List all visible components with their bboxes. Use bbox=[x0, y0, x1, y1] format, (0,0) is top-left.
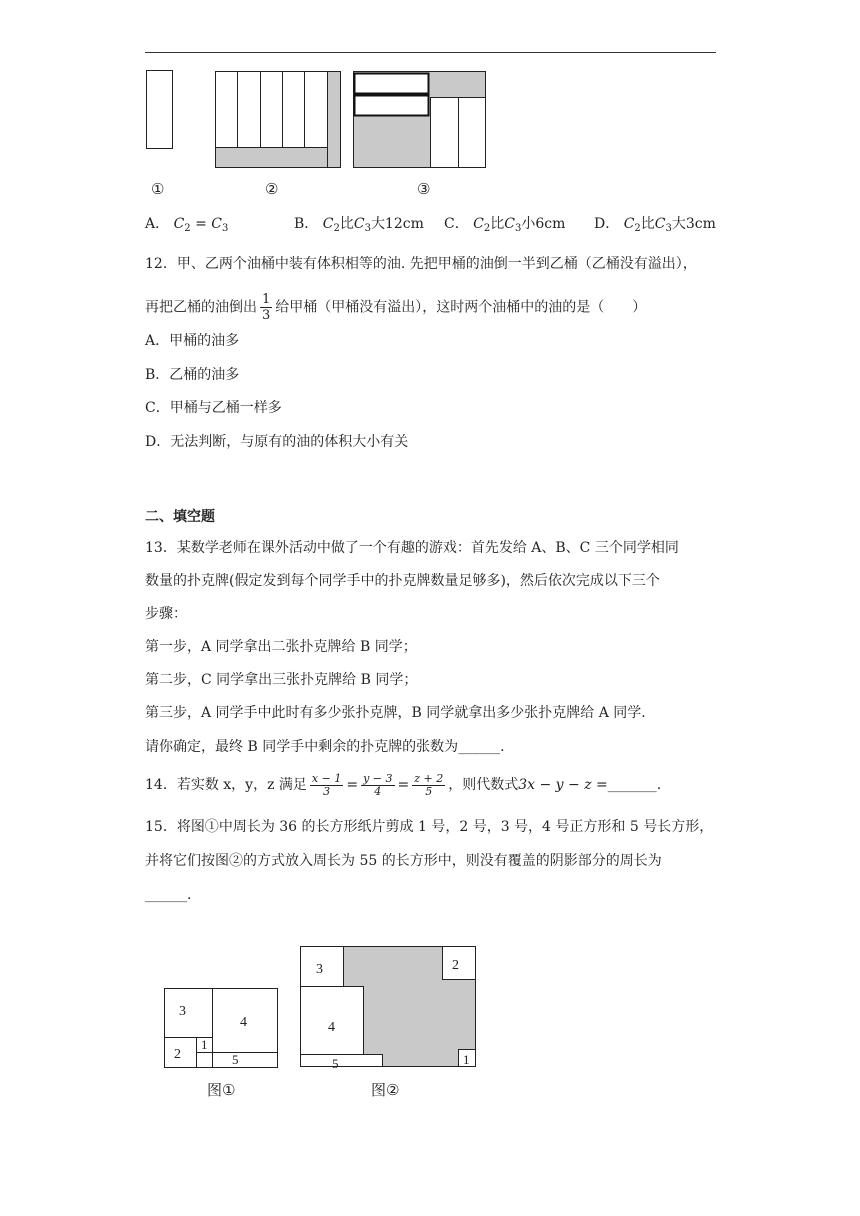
q13-line-5: 第二步，C 同学拿出三张扑克牌给 B 同学； bbox=[145, 672, 418, 688]
q14-post: _______. bbox=[607, 777, 662, 793]
bottom-figure-2-caption: 图② bbox=[371, 1081, 400, 1099]
q11-option-d-text: $C_2$比$C_3$大3cm bbox=[623, 216, 716, 234]
q13-line-3: 步骤： bbox=[145, 606, 187, 622]
bottom-figure-2-label-1: 1 bbox=[463, 1052, 470, 1067]
bottom-figure-1 bbox=[162, 986, 282, 1070]
figure-1-label: ① bbox=[151, 180, 165, 198]
q11-option-b-text: $C_2$比$C_3$大12cm bbox=[322, 216, 424, 234]
q12-option-b: B．乙桶的油多 bbox=[145, 367, 240, 383]
bottom-figure-1-caption: 图① bbox=[207, 1081, 236, 1099]
q14-fraction-x bbox=[310, 773, 343, 798]
q15-line-2: 并将它们按图②的方式放入周长为 55 的长方形中，则没有覆盖的阴影部分的周长为 bbox=[145, 853, 662, 869]
q14-line: 14．若实数 x，y，z 满足 $\frac{x - 1}{3}$ = $\frac{y - 3}{4}$ = $\frac{z + 2}{5}$ ，则代数式3x − y − z =_______. bbox=[145, 771, 662, 798]
q13-line-1: 13．某数学老师在课外活动中做了一个有趣的游戏：首先发给 A、B、C 三个同学相同 bbox=[145, 540, 679, 556]
bottom-figure-2-label-3: 3 bbox=[316, 962, 323, 977]
bottom-figure-1-label-2: 2 bbox=[174, 1047, 181, 1062]
q11-option-a-text: $C_2 = C_3$ bbox=[173, 216, 229, 234]
q14-pre: 14．若实数 x，y，z 满足 bbox=[145, 777, 307, 793]
q12-line-2-pre: 再把乙桶的油倒出 bbox=[145, 299, 257, 316]
q11-option-d bbox=[594, 214, 716, 239]
q12-fraction-num: 1 bbox=[262, 292, 271, 307]
q15-line-3: ______. bbox=[145, 887, 192, 903]
q14-expression: 3x − y − z = bbox=[518, 777, 608, 793]
q11-option-c bbox=[444, 214, 565, 239]
q12-line-2 bbox=[145, 292, 646, 323]
q11-option-a-prefix: A． bbox=[145, 216, 170, 232]
q13-line-4: 第一步，A 同学拿出二张扑克牌给 B 同学； bbox=[145, 639, 417, 655]
header-rule bbox=[145, 52, 716, 53]
q14-fraction-y-num: y − 3 bbox=[363, 771, 393, 785]
q11-option-d-prefix: D． bbox=[594, 216, 620, 232]
q11-option-c-text: $C_2$比$C_3$小6cm bbox=[473, 216, 566, 234]
q14-mid: ，则代数式 bbox=[448, 777, 519, 793]
q14-fraction-z-num: z + 2 bbox=[414, 771, 444, 785]
figure-3-arrangement bbox=[352, 70, 488, 170]
q13-line-6: 第三步，A 同学手中此时有多少张扑克牌，B 同学就拿出多少张扑克牌给 A 同学. bbox=[145, 705, 646, 721]
bottom-figure-2 bbox=[298, 944, 480, 1070]
q14-fraction-y bbox=[361, 773, 394, 798]
q14-fraction-y-den: 4 bbox=[374, 784, 382, 798]
q12-option-c: C．甲桶与乙桶一样多 bbox=[145, 400, 282, 416]
q12-option-d: D．无法判断，与原有的油的体积大小有关 bbox=[145, 434, 409, 450]
bottom-figure-1-label-1: 1 bbox=[201, 1037, 208, 1052]
q11-option-b bbox=[294, 214, 424, 239]
figure-1-rectangle bbox=[144, 68, 176, 152]
q13-line-2: 数量的扑克牌(假定发到每个同学手中的扑克牌数量足够多)，然后依次完成以下三个 bbox=[145, 573, 660, 589]
bottom-figure-2-label-4: 4 bbox=[328, 1020, 335, 1035]
q12-line-1: 12．甲、乙两个油桶中装有体积相等的油. 先把甲桶的油倒一半到乙桶（乙桶没有溢出）， bbox=[145, 256, 697, 272]
bottom-figure-2-label-2: 2 bbox=[452, 958, 459, 973]
q11-option-a bbox=[145, 214, 228, 239]
bottom-figure-1-label-3: 3 bbox=[179, 1004, 186, 1019]
q12-fraction-den: 3 bbox=[262, 308, 271, 323]
bottom-figure-2-label-5: 5 bbox=[332, 1056, 339, 1070]
q15-line-1: 15．将图①中周长为 36 的长方形纸片剪成 1 号，2 号，3 号，4 号正方形和 5 号长方形， bbox=[145, 819, 714, 835]
q11-option-b-prefix: B． bbox=[294, 216, 319, 232]
figure-2-strips bbox=[214, 70, 344, 170]
q14-fraction-x-num: x − 1 bbox=[311, 771, 342, 785]
q14-fraction-x-den: 3 bbox=[323, 784, 331, 798]
bottom-figure-1-label-4: 4 bbox=[240, 1015, 247, 1030]
q12-option-a: A．甲桶的油多 bbox=[145, 333, 240, 349]
figure-2-label: ② bbox=[265, 180, 279, 198]
q11-option-c-prefix: C． bbox=[444, 216, 469, 232]
q13-line-7: 请你确定，最终 B 同学手中剩余的扑克牌的张数为______. bbox=[145, 739, 505, 755]
section-heading: 二、填空题 bbox=[145, 509, 215, 525]
q12-line-2-post: 给甲桶（甲桶没有溢出），这时两个油桶中的油的是（ ） bbox=[275, 299, 647, 316]
figure-3-label: ③ bbox=[417, 180, 431, 198]
q12-fraction bbox=[260, 292, 272, 323]
q14-fraction-z bbox=[412, 773, 445, 798]
q14-fraction-z-den: 5 bbox=[425, 784, 433, 798]
bottom-figure-1-label-5: 5 bbox=[232, 1052, 239, 1067]
